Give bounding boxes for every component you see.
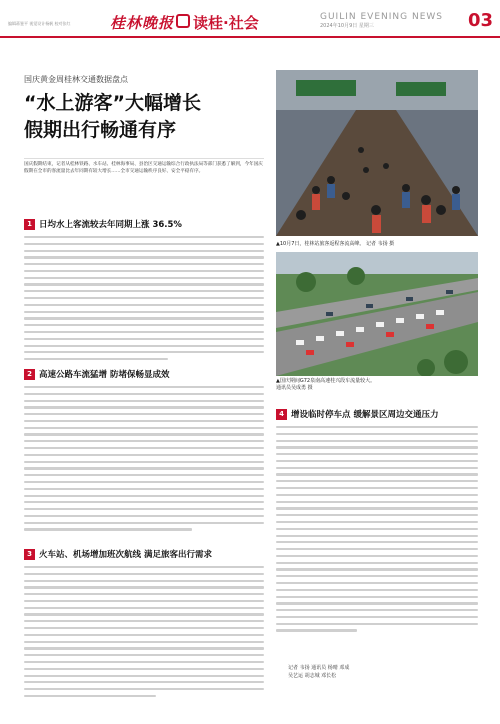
section-title: 读桂·社会	[193, 14, 259, 32]
photo-highway-traffic	[276, 252, 478, 376]
photo-caption-1: ▲10月7日，桂林站旅客返程客流高峰。 记者 韦扬 摄	[276, 241, 395, 247]
subhead-text: 高速公路车流猛增 防堵保畅显成效	[39, 370, 170, 380]
article-credit	[288, 664, 349, 680]
article-lede: 国庆假期结束，记者从桂林铁路、水车站、桂林海事局、县治区交通运输综合行政执法局等部门获悉了解到，今年国庆假期在全市的客流量比去年同期有较大增长……全市交通运输秩序良好、安全平稳有序。	[24, 158, 264, 176]
credit-line-2: 吴艺运 胡志城 邓长松	[288, 673, 337, 679]
editor-meta: 编辑蒋鉴平 视觉设计杨帆 校对张红	[8, 21, 71, 26]
publish-date: 2024年10月9日 星期三	[320, 23, 374, 29]
subhead-number: 2	[24, 369, 35, 380]
subhead-number: 4	[276, 409, 287, 420]
subhead-number: 1	[24, 219, 35, 230]
subhead-number: 3	[24, 549, 35, 560]
subhead-2	[24, 368, 169, 380]
subhead-text: 日均水上客流较去年同期上涨 36.5%	[39, 220, 182, 230]
headline-line-2: 假期出行畅通有序	[24, 119, 177, 141]
paper-english-name: GUILIN EVENING NEWS	[320, 12, 443, 22]
body-text-block	[24, 386, 264, 535]
credit-line-1: 记者 韦扬 通讯员 杨晴 邓成	[288, 665, 350, 671]
subhead-3	[24, 548, 212, 560]
body-text-block	[276, 426, 478, 636]
subhead-text: 火车站、机场增加班次航线 满足旅客出行需求	[39, 550, 212, 560]
subhead-4	[276, 408, 438, 420]
subhead-text: 增设临时停车点 缓解景区周边交通压力	[291, 410, 439, 420]
section-book-icon	[176, 14, 190, 28]
photo-train-station	[276, 70, 478, 236]
headline-line-1: “水上游客”大幅增长	[24, 92, 201, 114]
page-number: 03	[468, 10, 494, 31]
article-kicker: 国庆黄金周桂林交通数据盘点	[24, 75, 128, 84]
newspaper-brand: 桂林晚报	[110, 14, 175, 32]
subhead-1	[24, 218, 182, 230]
body-text-block	[24, 236, 264, 365]
photo-caption-2: ▲国庆期间G72泉南高速桂兴段车流量较大。 通讯员吴成勇 摄	[276, 378, 376, 391]
body-text-block	[24, 566, 264, 702]
article-headline	[24, 90, 264, 144]
